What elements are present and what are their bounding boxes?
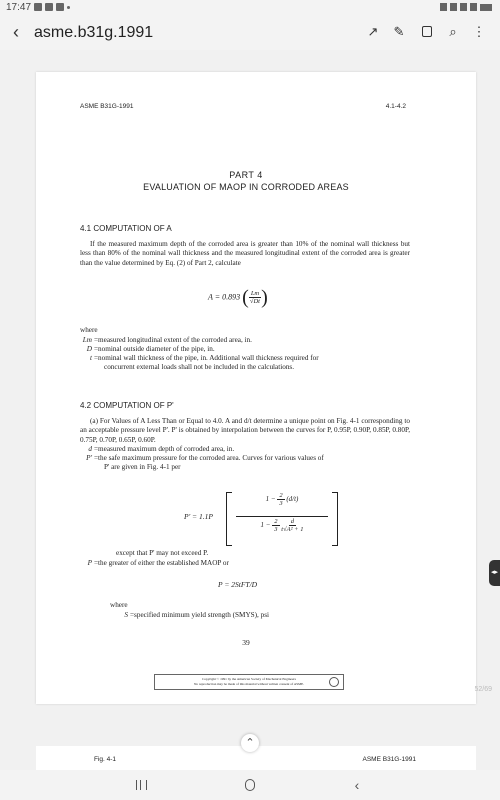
more-vert-icon: ⋮ xyxy=(472,24,486,39)
right-bracket xyxy=(332,492,338,546)
gallery-icon xyxy=(34,3,42,11)
equation-p-prime xyxy=(184,488,344,548)
dot-icon xyxy=(67,6,70,9)
except-line: except that P' may not exceed P. xyxy=(116,549,209,557)
status-time: 17:47 xyxy=(6,2,32,13)
expand-icon: ↗ xyxy=(367,24,379,39)
app-bar xyxy=(0,16,500,50)
chevron-left-icon: ‹ xyxy=(13,22,19,42)
scroll-up-button[interactable] xyxy=(241,734,259,752)
recents-icon xyxy=(136,780,147,790)
fraction-bar xyxy=(236,516,328,517)
home-icon xyxy=(245,779,255,791)
expand-button[interactable] xyxy=(364,23,382,41)
definitions-list-2 xyxy=(80,445,420,473)
section-4-1-paragraph: If the measured maximum depth of the corroded area is greater than 10% of the nominal wall thickness but less than 80% of the nominal wall thickness and the measured longitudinal extent of the corroded area is greater than the value determined by Eq. (2) of Part 2, calculate xyxy=(80,240,410,267)
asme-seal-icon xyxy=(329,677,339,687)
part-label: PART 4 xyxy=(229,170,263,180)
equation-a: A = 0.893 ( $\frac{Lm}{√Dt}$ ) xyxy=(208,286,268,309)
equation-p-prime-denominator: 1 − $\frac{2}{3}$ $\frac{d}{\text{t√A² + 1}}$ xyxy=(260,518,304,533)
scroll-handle[interactable] xyxy=(489,560,500,586)
copyright-notice: Copyright © 1991 by the American Society of Mechanical Engineers No reproduction may be made of this material without written consent of ASME. xyxy=(154,674,344,690)
equation-p-prime-lhs: P' = 1.1P xyxy=(184,512,213,521)
pdf-page[interactable] xyxy=(36,72,476,704)
cloud-icon xyxy=(45,3,53,11)
more-button[interactable] xyxy=(470,23,488,41)
sync-icon xyxy=(56,3,64,11)
definition-row: D =nominal outside diameter of the pipe, in. xyxy=(86,345,215,353)
status-bar xyxy=(0,0,500,16)
scroll-handle-icon: ◂▸ xyxy=(490,569,499,576)
definition-row: t =nominal wall thickness of the pipe, in. Additional wall thickness required for xyxy=(90,354,319,362)
equation-p-prime-numerator: 1 − $\frac{2}{3}$ (d/t) xyxy=(265,492,299,507)
search-icon: ⌕ xyxy=(449,24,457,39)
equation-a-numerator: Lm xyxy=(250,290,260,297)
recents-button[interactable] xyxy=(131,776,151,794)
s-definition: S =specified minimum yield strength (SMYS), psi xyxy=(124,611,270,619)
search-button[interactable] xyxy=(444,23,462,41)
page-title: EVALUATION OF MAOP IN CORRODED AREAS xyxy=(143,182,349,192)
equation-a-denominator: √Dt xyxy=(249,298,260,305)
definition-row: d =measured maximum depth of corroded area, in. xyxy=(88,445,235,453)
definition-row: concurrent external loads shall not be included in the calculations. xyxy=(104,363,295,371)
page-header-right: 4.1-4.2 xyxy=(385,103,406,110)
reader-button[interactable] xyxy=(418,23,436,41)
section-4-2-paragraph: (a) For Values of A Less Than or Equal to 4.0. A and d/t determine a unique point on Fig. 4-1 corresponding to an acceptable pressure level P'. P' is obtained by interpolation between the curves for P, 0.95P, 0.90P, 0.85P, 0.80P, 0.75P, 0.70P, 0.65P, 0.60P. xyxy=(80,417,410,444)
section-4-2-heading: 4.2 COMPUTATION OF P' xyxy=(80,401,174,410)
next-page-label-right: ASME B31G-1991 xyxy=(362,756,416,763)
notification-icons xyxy=(34,3,70,11)
document-title: asme.b31g.1991 xyxy=(34,24,154,41)
edit-icon: ✎ xyxy=(393,24,405,39)
definition-row: Lm =measured longitudinal extent of the corroded area, in. xyxy=(82,336,252,344)
section-4-1-heading: 4.1 COMPUTATION OF A xyxy=(80,224,172,233)
chevron-up-icon: ⌃ xyxy=(245,737,255,749)
system-back-button[interactable] xyxy=(347,776,367,794)
back-icon: ‹ xyxy=(354,777,360,793)
p-definition: P =the greater of either the established MAOP or xyxy=(87,559,229,567)
reader-icon xyxy=(422,26,432,37)
left-bracket xyxy=(226,492,232,546)
back-button[interactable] xyxy=(6,22,26,42)
edit-button[interactable] xyxy=(390,23,408,41)
definitions-list-1 xyxy=(80,336,420,376)
wifi-icon xyxy=(460,3,467,11)
where-label-2: where xyxy=(110,601,128,609)
battery-icon xyxy=(480,4,492,11)
next-page-label-left: Fig. 4-1 xyxy=(94,756,117,763)
page-header-left: ASME B31G-1991 xyxy=(80,103,134,110)
definition-row: P' =the safe maximum pressure for the corroded area. Curves for various values of xyxy=(86,454,324,462)
link-icon xyxy=(440,3,447,11)
page-number: 39 xyxy=(242,638,250,647)
equation-p: P = 2StFT/D xyxy=(218,580,258,589)
home-button[interactable] xyxy=(240,776,260,794)
definition-row: P' are given in Fig. 4-1 per xyxy=(104,463,181,471)
navigation-bar xyxy=(0,770,500,800)
equation-a-lhs: A = 0.893 xyxy=(208,292,241,302)
where-label-1: where xyxy=(80,326,98,334)
page-counter: 52/69 xyxy=(474,686,492,693)
mute-icon xyxy=(450,3,457,11)
system-icons xyxy=(440,3,492,11)
signal-icon xyxy=(470,3,477,11)
